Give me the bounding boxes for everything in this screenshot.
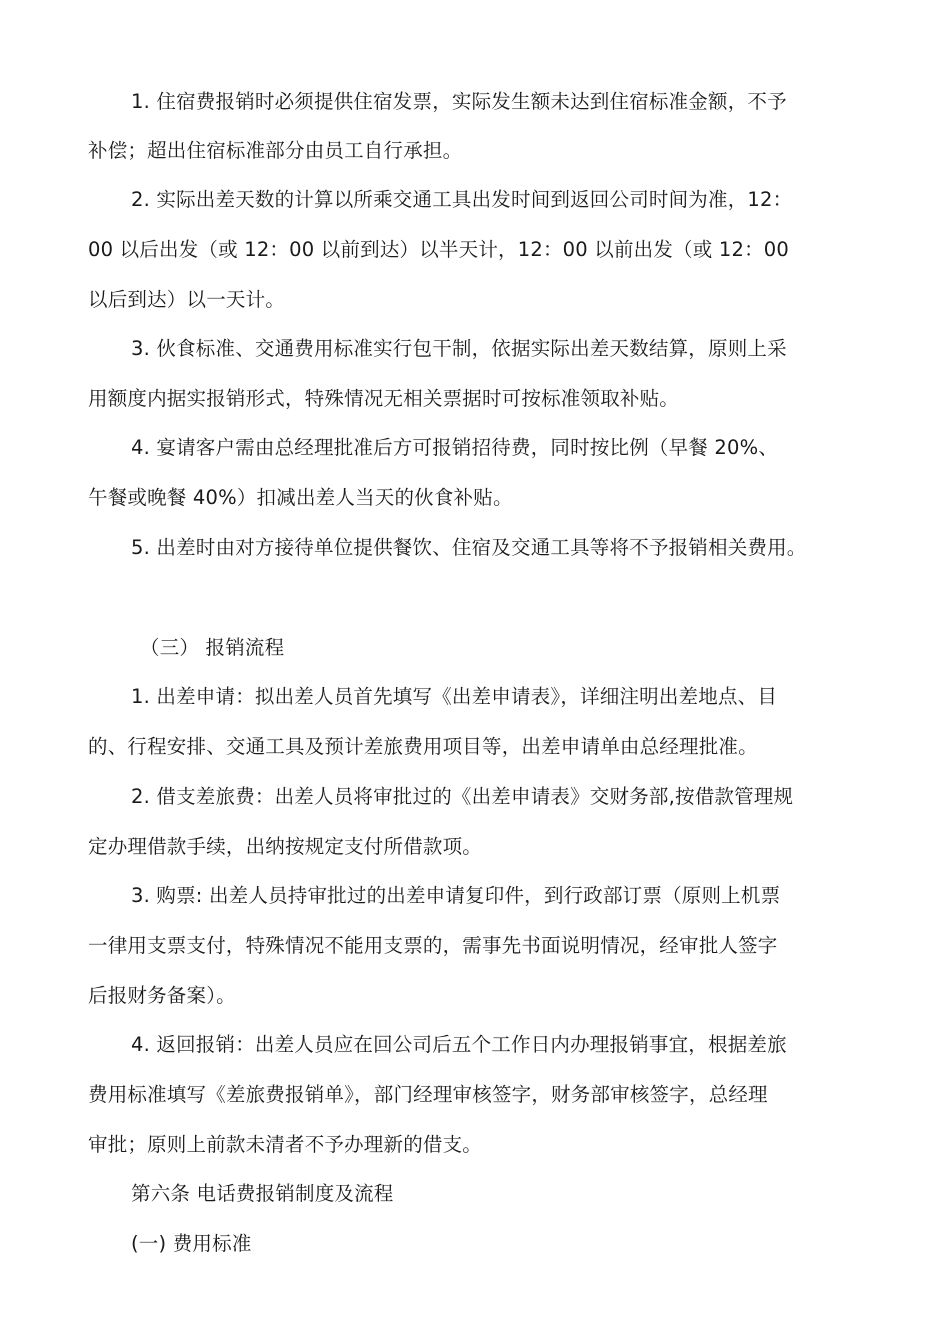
paragraph-line: 1. 住宿费报销时必须提供住宿发票，实际发生额未达到住宿标准金额，不予	[131, 90, 787, 113]
paragraph-line: 用额度内据实报销形式，特殊情况无相关票据时可按标准领取补贴。	[88, 387, 680, 410]
paragraph-line: 补偿；超出住宿标准部分由员工自行承担。	[88, 139, 463, 162]
subsection-heading: (一) 费用标准	[131, 1232, 252, 1255]
paragraph-line: 后报财务备案）。	[88, 984, 236, 1007]
paragraph-line: 午餐或晚餐 40%）扣减出差人当天的伙食补贴。	[88, 486, 513, 509]
section-heading: （三） 报销流程	[140, 636, 285, 659]
paragraph-line: 2. 借支差旅费：出差人员将审批过的《出差申请表》交财务部,按借款管理规	[131, 785, 794, 808]
paragraph-line: 费用标准填写《差旅费报销单》，部门经理审核签字，财务部审核签字，总经理	[88, 1083, 768, 1106]
paragraph-line: 的、行程安排、交通工具及预计差旅费用项目等，出差申请单由总经理批准。	[88, 735, 758, 758]
paragraph-line: 2. 实际出差天数的计算以所乘交通工具出发时间到返回公司时间为准，12：	[131, 188, 793, 211]
paragraph-line: 4. 宴请客户需由总经理批准后方可报销招待费，同时按比例（早餐 20%、	[131, 436, 779, 459]
paragraph-line: 3. 伙食标准、交通费用标准实行包干制，依据实际出差天数结算，原则上采	[131, 337, 787, 360]
paragraph-line: 3. 购票: 出差人员持审批过的出差申请复印件，到行政部订票（原则上机票	[131, 884, 781, 907]
paragraph-line: 定办理借款手续，出纳按规定支付所借款项。	[88, 835, 483, 858]
paragraph-line: 5. 出差时由对方接待单位提供餐饮、住宿及交通工具等将不予报销相关费用。	[131, 536, 807, 559]
paragraph-line: 以后到达）以一天计。	[88, 288, 286, 311]
paragraph-line: 00 以后出发（或 12：00 以前到达）以半天计，12：00 以前出发（或 12：00	[88, 238, 789, 261]
paragraph-line: 审批；原则上前款未清者不予办理新的借支。	[88, 1133, 483, 1156]
article-heading: 第六条 电话费报销制度及流程	[131, 1182, 394, 1205]
paragraph-line: 一律用支票支付，特殊情况不能用支票的，需事先书面说明情况，经审批人签字	[88, 934, 778, 957]
paragraph-line: 1. 出差申请：拟出差人员首先填写《出差申请表》，详细注明出差地点、目	[131, 685, 778, 708]
paragraph-line: 4. 返回报销：出差人员应在回公司后五个工作日内办理报销事宜，根据差旅	[131, 1033, 787, 1056]
